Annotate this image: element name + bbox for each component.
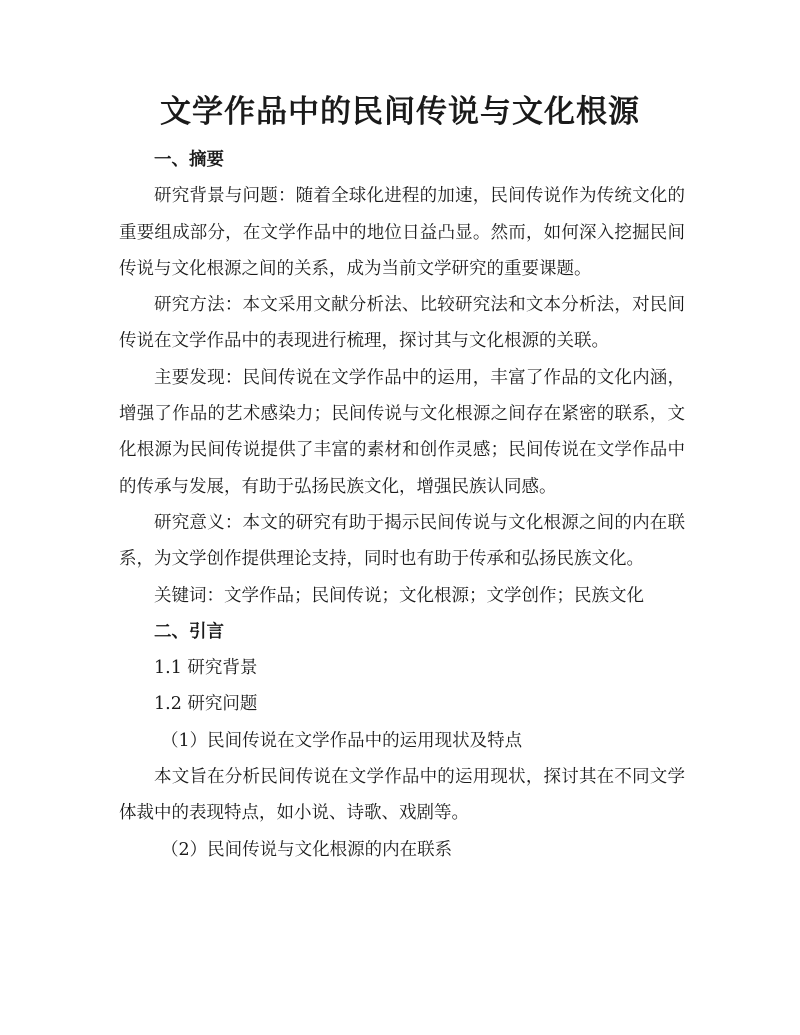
findings-paragraph: 主要发现：民间传说在文学作品中的运用，丰富了作品的文化内涵，增强了作品的艺术感染力；民间传说与文化根源之间存在紧密的联系，文化根源为民间传说提供了丰富的素材和创作灵感；民间传说在文学作品中的传承与发展，有助于弘扬民族文化，增强民族认同感。	[119, 367, 685, 497]
method-paragraph: 研究方法：本文采用文献分析法、比较研究法和文本分析法，对民间传说在文学作品中的表现进行梳理，探讨其与文化根源的关联。	[119, 295, 685, 352]
abstract-heading: 一、摘要	[154, 150, 224, 170]
subsection-1-2: 1.2 研究问题	[154, 694, 258, 715]
keywords-line: 关键词：文学作品；民间传说；文化根源；文学创作；民族文化	[154, 585, 644, 606]
intro-heading: 二、引言	[154, 621, 224, 642]
document-body	[119, 142, 685, 868]
background-paragraph: 研究背景与问题：随着全球化进程的加速，民间传说作为传统文化的重要组成部分，在文学作品中的地位日益凸显。然而，如何深入挖掘民间传说与文化根源之间的关系，成为当前文学研究的重要课题。	[119, 186, 685, 279]
document-title: 文学作品中的民间传说与文化根源	[160, 94, 640, 130]
question-1-paragraph: 本文旨在分析民间传说在文学作品中的运用现状，探讨其在不同文学体裁中的表现特点，如小说、诗歌、戏剧等。	[119, 767, 685, 824]
question-1-heading: （1）民间传说在文学作品中的运用现状及特点	[161, 730, 523, 751]
significance-paragraph: 研究意义：本文的研究有助于揭示民间传说与文化根源之间的内在联系，为文学创作提供理论支持，同时也有助于传承和弘扬民族文化。	[119, 512, 685, 570]
subsection-1-1: 1.1 研究背景	[154, 658, 258, 679]
question-2-heading: （2）民间传说与文化根源的内在联系	[161, 839, 453, 860]
